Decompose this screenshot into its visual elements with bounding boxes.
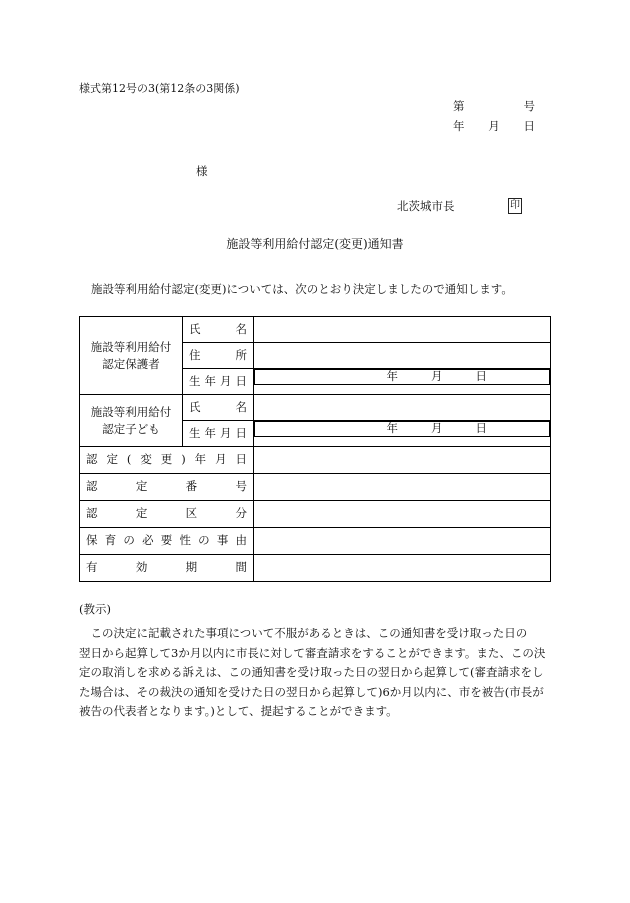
cert-category-label <box>80 501 254 528</box>
care-reason-cell[interactable] <box>254 528 551 555</box>
guardian-group-label: 施設等利用給付 認定保護者 <box>80 317 183 395</box>
label-char: 年 <box>386 421 398 435</box>
label-char: 事 <box>216 533 229 548</box>
intro-text: 施設等利用給付認定(変更)については、次のとおり決定しましたので通知します。 <box>91 282 513 296</box>
guardian-name-cell[interactable] <box>254 317 551 343</box>
label-char: 月 <box>431 421 443 435</box>
label-char: 氏 <box>189 321 201 336</box>
cert-number-label <box>80 474 254 501</box>
label-char: 生 <box>189 425 201 440</box>
name-label <box>183 317 254 343</box>
document-date <box>453 120 535 134</box>
child-group-label: 施設等利用給付 認定子ども <box>80 395 183 447</box>
child-name-label <box>183 395 254 421</box>
label-char: 効 <box>135 560 148 575</box>
label-char: 年 <box>204 425 216 440</box>
label-char: 日 <box>235 373 247 388</box>
label-char: 年 <box>386 369 398 383</box>
addressee-suffix: 様 <box>196 164 208 178</box>
label-char: 変 <box>140 452 152 467</box>
label-char: 日 <box>235 452 247 467</box>
label-char: 分 <box>235 506 247 521</box>
birthdate-label <box>183 369 254 395</box>
notice-line: 翌日から起算して3か月以内に市長に対して審査請求をすることができます。また、この決 <box>79 645 546 660</box>
date-month: 月 <box>488 119 500 133</box>
label-char: 号 <box>235 479 247 494</box>
child-birthdate-label <box>183 421 254 447</box>
cert-number-cell[interactable] <box>254 474 551 501</box>
label-char: 日 <box>475 421 487 435</box>
address-label <box>183 343 254 369</box>
certification-table <box>79 316 551 582</box>
table-row <box>80 447 551 474</box>
label-char: 月 <box>220 425 232 440</box>
number-prefix: 第 <box>453 99 465 113</box>
label-char: 期 <box>185 560 198 575</box>
valid-period-label <box>80 555 254 582</box>
label-char: 日 <box>475 369 487 383</box>
label-char: 間 <box>235 560 247 575</box>
notice-body <box>79 624 551 722</box>
notice-line: 定の取消しを求める訴えは、この通知書を受け取った日の翌日から起算して(審査請求をし <box>79 665 544 679</box>
label-char: 年 <box>194 452 207 467</box>
label-char: 月 <box>431 369 443 383</box>
label-char: 住 <box>189 347 201 362</box>
table-row <box>80 501 551 528</box>
label-char: 性 <box>179 533 191 548</box>
label-char: 名 <box>235 321 247 336</box>
label-char: 認 <box>86 506 98 521</box>
table-row <box>80 528 551 555</box>
notice-line: 被告の代表者となります。)として、提起することができます。 <box>79 704 398 718</box>
notice-line: た場合は、その裁決の通知を受けた日の翌日から起算して)6か月以内に、市を被告(市長が <box>79 684 544 699</box>
label-char: 名 <box>235 399 247 414</box>
label-char: 生 <box>189 373 201 388</box>
label-char: 定 <box>135 506 148 521</box>
label-char: 定 <box>106 452 118 467</box>
label-char: 認 <box>86 479 98 494</box>
document-title: 施設等利用給付認定(変更)通知書 <box>226 237 404 251</box>
label-char: 番 <box>185 479 198 494</box>
guardian-address-cell[interactable] <box>254 343 551 369</box>
date-year: 年 <box>453 119 465 133</box>
valid-period-cell[interactable] <box>254 555 551 582</box>
label-char: 氏 <box>189 399 201 414</box>
cert-category-cell[interactable] <box>254 501 551 528</box>
form-id: 様式第12号の3(第12条の3関係) <box>79 82 240 95</box>
table-row <box>80 395 551 421</box>
table-row <box>80 555 551 582</box>
label-char: 月 <box>215 452 227 467</box>
notice-heading: (教示) <box>79 602 111 616</box>
guardian-birthdate-cell[interactable] <box>254 369 550 385</box>
cert-date-cell[interactable] <box>254 447 551 474</box>
table-row <box>80 317 551 343</box>
label-char: 区 <box>185 506 198 521</box>
issuer-name: 北茨城市長 <box>397 199 455 213</box>
label-char: 日 <box>235 425 247 440</box>
notice-line: この決定に記載された事項について不服があるときは、この通知書を受け取った日の <box>79 626 528 640</box>
cert-date-label <box>80 447 254 474</box>
care-reason-label <box>80 528 254 555</box>
label-char: 由 <box>235 533 247 548</box>
label-char: 育 <box>104 533 117 548</box>
label-char: 年 <box>204 373 216 388</box>
label-char: 認 <box>86 452 98 467</box>
child-name-cell[interactable] <box>254 395 551 421</box>
label-char: 必 <box>142 533 154 548</box>
child-birthdate-cell[interactable] <box>254 421 550 437</box>
label-char: の <box>123 533 135 548</box>
label-char: 保 <box>86 533 98 548</box>
document-number <box>453 100 535 114</box>
label-char: 更 <box>160 452 173 467</box>
label-char: 所 <box>235 347 247 362</box>
number-suffix: 号 <box>523 99 535 113</box>
label-char: 月 <box>220 373 232 388</box>
label-char: ) <box>181 452 186 467</box>
seal-stamp: 印 <box>508 198 522 214</box>
label-char: 有 <box>86 560 98 575</box>
table-row <box>80 474 551 501</box>
date-day: 日 <box>523 119 535 133</box>
label-char: ( <box>126 452 132 467</box>
label-char: の <box>198 533 210 548</box>
label-char: 要 <box>160 533 173 548</box>
label-char: 定 <box>135 479 148 494</box>
